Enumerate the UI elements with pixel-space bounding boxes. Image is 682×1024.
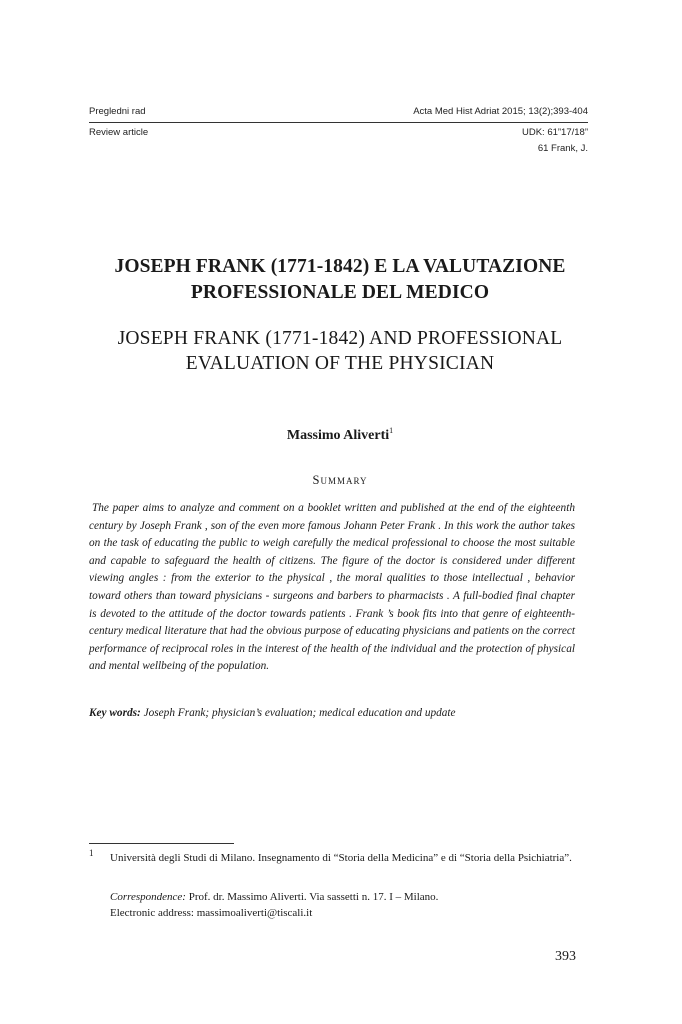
italian-title-line-2: PROFESSIONALE DEL MEDICO (190, 282, 490, 303)
journal-citation: Acta Med Hist Adriat 2015; 13(2);393-404 (413, 106, 588, 117)
udk-code: UDK: 61”17/18” (521, 127, 588, 138)
correspondence-label: Correspondence: (110, 891, 186, 903)
header-rule (89, 122, 588, 123)
keywords (89, 707, 575, 719)
keywords-text: Joseph Frank; physician’s evaluation; medical education and update (143, 707, 456, 719)
english-title-line-1: JOSEPH FRANK (1771-1842) AND PROFESSIONAL (117, 328, 563, 349)
author (60, 426, 620, 444)
article-type-croatian: Pregledni rad (89, 106, 146, 117)
english-title-line-2: EVALUATION OF THE PHYSICIAN (185, 353, 495, 374)
footnote-number: 1 (89, 848, 94, 858)
footnote-rule (89, 843, 234, 844)
summary-heading: Summary (312, 473, 368, 487)
correspondence-text: Prof. dr. Massimo Aliverti. Via sassetti n. 17. I – Milano. (188, 891, 439, 903)
page-number: 393 (555, 949, 576, 964)
article-type-english: Review article (89, 127, 149, 138)
footnote-affiliation: Università degli Studi di Milano. Insegnamento di “Storia della Medicina” e di “Storia della Psichiatria”. (110, 852, 572, 864)
italian-title (60, 254, 620, 306)
correspondence (110, 890, 580, 921)
email-address: Electronic address: massimoaliverti@tiscali.it (110, 906, 313, 919)
summary-text: The paper aims to analyze and comment on a booklet written and published at the end of the eighteenth century by Joseph Frank , son of the even more famous Johann Peter Frank . In this work the author takes on the task of educating the public to weigh carefully the medical professional to choose the most suitable and capable to safeguard the health of citizens. The figure of the doctor is considered under different viewing angles : from the exterior to the physical , the moral qualities to those intellectual , behavior toward others than toward physicians - surgeons and barbers to pharmacists . A full-bodied final chapter is devoted to the attitude of the doctor towards patients . Frank ’s book fits into that genre of eighteenth-century medical literature that had the obvious purpose of educating physicians and patients on the correct performance of reciprocal roles in the interest of the health of the individual and the protection of physical and mental wellbeing of the population. (89, 502, 575, 673)
author-footnote-mark: 1 (389, 426, 394, 435)
english-title (60, 326, 620, 376)
italian-title-line-1: JOSEPH FRANK (1771-1842) E LA VALUTAZIONE (114, 256, 566, 277)
keywords-label: Key words: (89, 707, 141, 719)
author-name: Massimo Aliverti (286, 428, 390, 443)
udk-subject: 61 Frank, J. (537, 143, 588, 154)
